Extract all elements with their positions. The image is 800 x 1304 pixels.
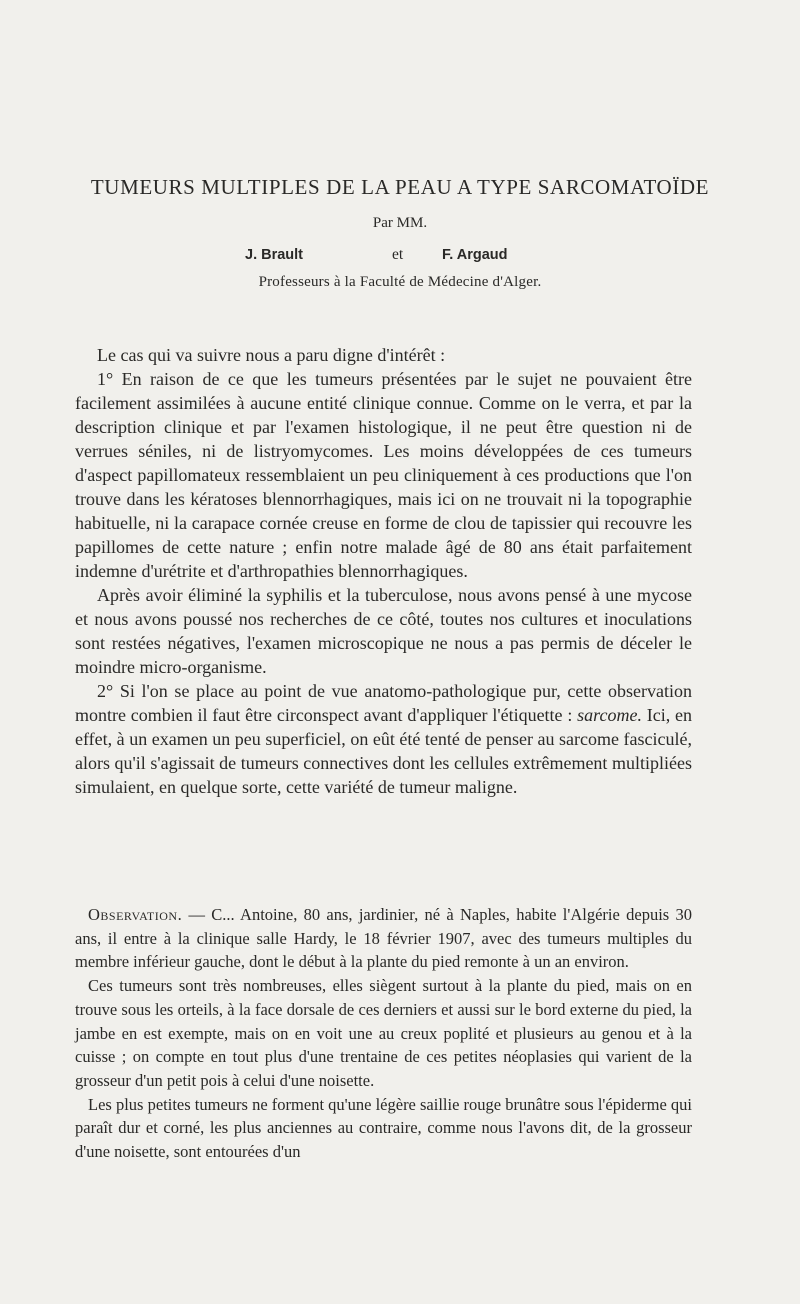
- intro-text: Ici, en effet, à un examen un peu superficiel, on eût été tenté de penser au sarcome fasciculé, alors qu'il s'agissait de tumeurs connectives dont les cellules extrêmement multipliées simulaient, en quelque sorte, cette variété de tumeur maligne.: [75, 705, 692, 797]
- observation-paragraph: [75, 903, 692, 974]
- observation-label: Observation.: [88, 905, 183, 924]
- intro-text: 2° Si l'on se place au point de vue anatomo-pathologique pur, cette observation montre combien il faut être circonspect avant d'appliquer l'étiquette :: [75, 681, 692, 725]
- author-connector: et: [392, 246, 404, 263]
- author-argaud: F. Argaud: [442, 247, 508, 263]
- observation-paragraph: Les plus petites tumeurs ne forment qu'une légère saillie rouge brunâtre sous l'épiderme qui paraît dur et corné, les plus anciennes au contraire, comme nous l'avons dit, de la grosseur d'une noisette, sont entourées d'un: [75, 1094, 692, 1162]
- observation-text: — C... Antoine, 80 ans, jardinier, né à Naples, habite l'Algérie depuis 30 ans, il entre à la clinique salle Hardy, le 18 février 1907, avec des tumeurs multiples du membre inférieur gauche, dont le début à la plante du pied remonte à un an environ.: [75, 905, 692, 972]
- affiliation: Professeurs à la Faculté de Médecine d'Alger.: [258, 274, 542, 290]
- authors-line: [0, 245, 800, 265]
- intro-paragraph: Le cas qui va suivre nous a paru digne d'intérêt :: [97, 345, 446, 365]
- observation-section: [75, 903, 692, 1164]
- byline: Par MM.: [372, 215, 428, 231]
- intro-paragraph: 1° En raison de ce que les tumeurs présentées par le sujet ne pouvaient être facilement assimilées à aucune entité clinique connue. Comme on le verra, et par la description clinique et par l'examen histologique, il ne peut être question ni de verrues séniles, ni de listryomycomes. Les moins développées de ces tumeurs d'aspect papillomateux ressemblaient un peu cliniquement à ces productions que l'on trouve dans les kératoses blennorrhagiques, mais ici on ne trouvait ni la topographie habituelle, ni la carapace cornée creuse en forme de clou de tapissier qui recouvre les papillomes de cette nature ; enfin notre malade âgé de 80 ans était parfaitement indemne d'urétrite et d'arthropathies blennorrhagiques.: [75, 369, 692, 581]
- intro-paragraph: Après avoir éliminé la syphilis et la tuberculose, nous avons pensé à une mycose et nous avons poussé nos recherches de ce côté, toutes nos cultures et inoculations sont restées négatives, l'examen microscopique ne nous a pas permis de déceler le moindre micro-organisme.: [75, 585, 692, 677]
- article-title: TUMEURS MULTIPLES DE LA PEAU A TYPE SARCOMATOÏDE: [90, 175, 710, 199]
- italic-term: sarcome.: [577, 705, 642, 725]
- observation-paragraph: Ces tumeurs sont très nombreuses, elles siègent surtout à la plante du pied, mais on en trouve sous les orteils, à la face dorsale de ces derniers et aussi sur le bord externe du pied, la jambe en est exempte, mais on en voit une au creux poplité et plusieurs au genou et à la cuisse ; on compte en tout plus d'une trentaine de ces petites néoplasies qui varient de la grosseur d'un petit pois à celui d'une noisette.: [75, 976, 692, 1090]
- author-brault: J. Brault: [245, 247, 304, 263]
- introduction-section: [75, 343, 692, 799]
- intro-paragraph: [75, 679, 692, 799]
